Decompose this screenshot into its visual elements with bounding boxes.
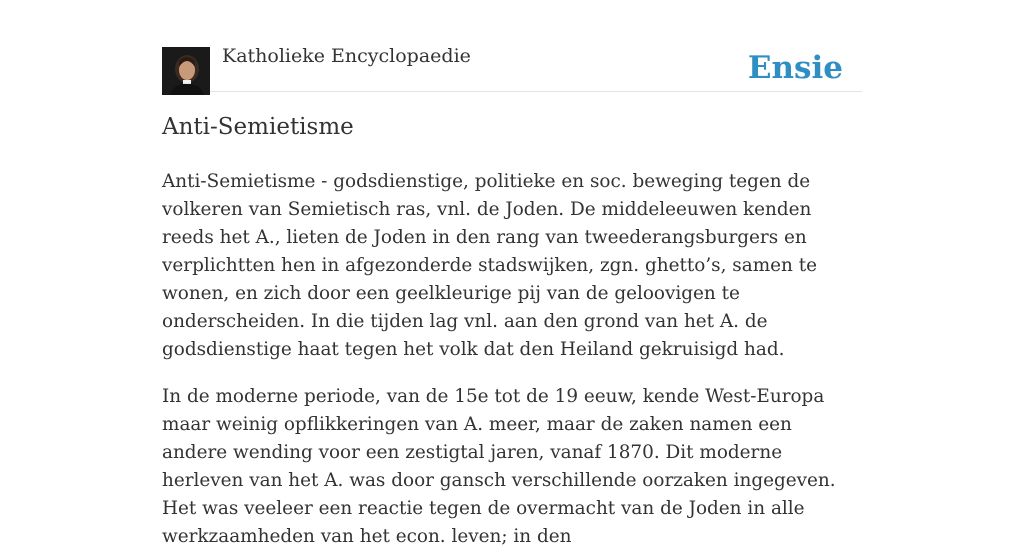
portrait-icon	[162, 47, 210, 95]
article-paragraph-2: In de moderne periode, van de 15e tot de 19 eeuw, kende West-Europa maar weinig opflikkeringen van A. meer, maar de zaken namen een andere wending voor een zestigtal jaren, vanaf 1870. Dit moderne herleven van het A. was door gansch verschillende oorzaken ingegeven. Het was veeleer een reactie tegen de overmacht van de Joden in alle werkzaamheden van het econ. leven; in den	[162, 386, 836, 547]
brand-logo[interactable]: Ensie	[747, 50, 843, 86]
page-title: Anti-Semietisme	[162, 114, 354, 140]
article-paragraph-1: Anti-Semietisme - godsdienstige, politieke en soc. beweging tegen de volkeren van Semietisch ras, vnl. de Joden. De middeleeuwen kenden reeds het A., lieten de Joden in den rang van tweederangsburgers en verplichtten hen in afgezonderde stadswijken, zgn. ghetto’s, samen te wonen, en zich door een geelkleurige pij van de geloovigen te onderscheiden. In die tijden lag vnl. aan den grond van het A. de godsdienstige haat tegen het volk dat den Heiland gekruisigd had.	[162, 171, 817, 360]
article-page	[162, 0, 862, 547]
portrait-avatar[interactable]	[162, 47, 210, 95]
source-name[interactable]: Katholieke Encyclopaedie	[222, 45, 471, 67]
header	[162, 0, 862, 92]
